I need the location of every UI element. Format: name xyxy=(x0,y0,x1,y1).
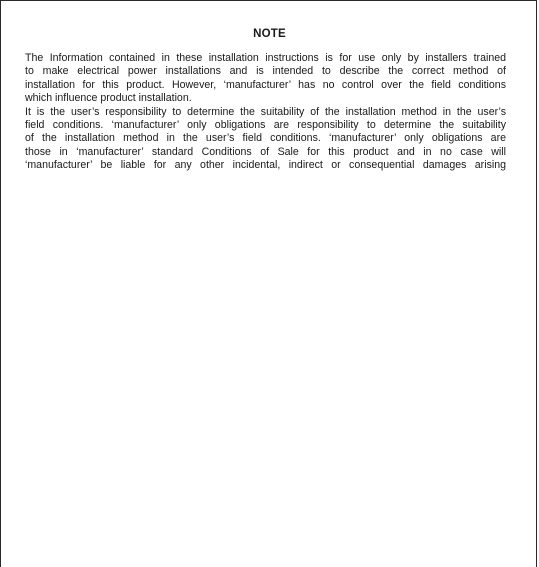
text-line: of the installation method in the user’s field conditions. ‘manufacturer’ only obligations are xyxy=(25,132,506,145)
text-line: field conditions. ‘manufacturer’ only obligations are responsibility to determine the suitability xyxy=(25,119,506,132)
text-line: It is the user’s responsibility to determine the suitability of the installation method in the user’s xyxy=(25,105,506,118)
note-body xyxy=(25,52,506,173)
text-line: to make electrical power installations and is intended to describe the correct method of xyxy=(25,65,506,78)
text-line: The Information contained in these installation instructions is for use only by installers trained xyxy=(25,52,506,64)
text-line: installation for this product. However, ‘manufacturer’ has no control over the field conditions xyxy=(25,78,506,91)
text-line: those in ‘manufacturer’ standard Conditions of Sale for this product and in no case will xyxy=(25,145,506,158)
note-paragraph-2 xyxy=(25,106,506,173)
note-title: NOTE xyxy=(253,28,286,40)
note-paragraph-1 xyxy=(25,52,506,106)
text-line: which influence product installation. xyxy=(25,92,192,105)
text-line: ‘manufacturer’ be liable for any other incidental, indirect or consequential damages arising xyxy=(25,159,506,172)
